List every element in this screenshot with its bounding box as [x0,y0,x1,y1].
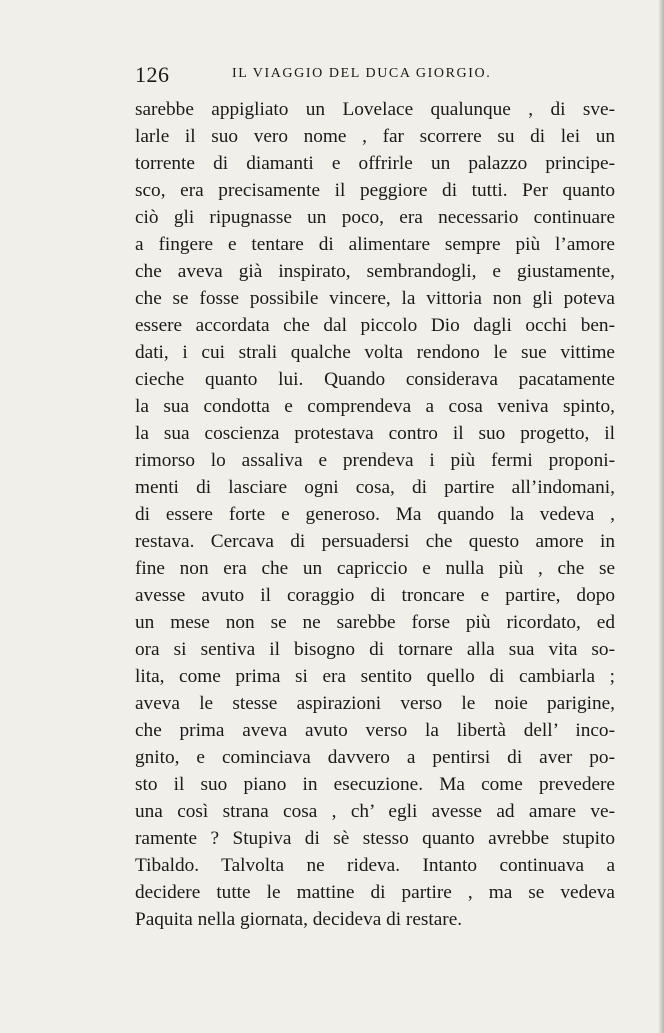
text-line: la sua coscienza protestava contro il suo progetto, il [135,423,615,444]
text-line: ramente ? Stupiva di sè stesso quanto avrebbe stupito [135,828,615,849]
text-line: fine non era che un capriccio e nulla più , che se [135,558,615,579]
page-edge-shadow [658,0,664,1033]
text-line: sco, era precisamente il peggiore di tutti. Per quanto [135,180,615,201]
text-line: menti di lasciare ogni cosa, di partire all’indomani, [135,477,615,498]
text-line: rimorso lo assaliva e prendeva i più fermi proponi- [135,450,615,471]
text-line: decidere tutte le mattine di partire , ma se vedeva [135,882,615,903]
text-line: lita, come prima si era sentito quello di cambiarla ; [135,666,615,687]
text-line: avesse avuto il coraggio di troncare e partire, dopo [135,585,615,606]
text-line: una così strana cosa , ch’ egli avesse ad amare ve- [135,801,615,822]
text-line: a fingere e tentare di alimentare sempre più l’amore [135,234,615,255]
text-line: che aveva già inspirato, sembrandogli, e giustamente, [135,261,615,282]
text-line: Paquita nella giornata, decideva di restare. [135,909,463,930]
text-line: larle il suo vero nome , far scorrere su di lei un [135,126,615,147]
text-line: sto il suo piano in esecuzione. Ma come prevedere [135,774,615,795]
text-line: che prima aveva avuto verso la libertà dell’ inco- [135,720,615,741]
text-line: gnito, e cominciava davvero a pentirsi di aver po- [135,747,615,768]
page-header [135,62,615,86]
text-line: aveva le stesse aspirazioni verso le noie parigine, [135,693,615,714]
text-line: un mese non se ne sarebbe forse più ricordato, ed [135,612,615,633]
text-line: essere accordata che dal piccolo Dio dagli occhi ben- [135,315,615,336]
text-line: che se fosse possibile vincere, la vittoria non gli poteva [135,288,615,309]
text-line: ciò gli ripugnasse un poco, era necessario continuare [135,207,615,228]
text-line: di essere forte e generoso. Ma quando la vedeva , [135,504,615,525]
text-line: restava. Cercava di persuadersi che questo amore in [135,531,615,552]
text-line: dati, i cui strali qualche volta rendono le sue vittime [135,342,615,363]
text-line: sarebbe appigliato un Lovelace qualunque , di sve- [135,99,615,120]
text-line: torrente di diamanti e offrirle un palazzo principe- [135,153,615,174]
page-number: 126 [135,62,170,87]
text-line: Tibaldo. Talvolta ne rideva. Intanto continuava a [135,855,615,876]
running-head: IL VIAGGIO DEL DUCA GIORGIO. [232,66,492,81]
text-line: cieche quanto lui. Quando considerava pacatamente [135,369,615,390]
body-text [135,96,615,933]
text-line: ora si sentiva il bisogno di tornare alla sua vita so- [135,639,615,660]
text-line: la sua condotta e comprendeva a cosa veniva spinto, [135,396,615,417]
